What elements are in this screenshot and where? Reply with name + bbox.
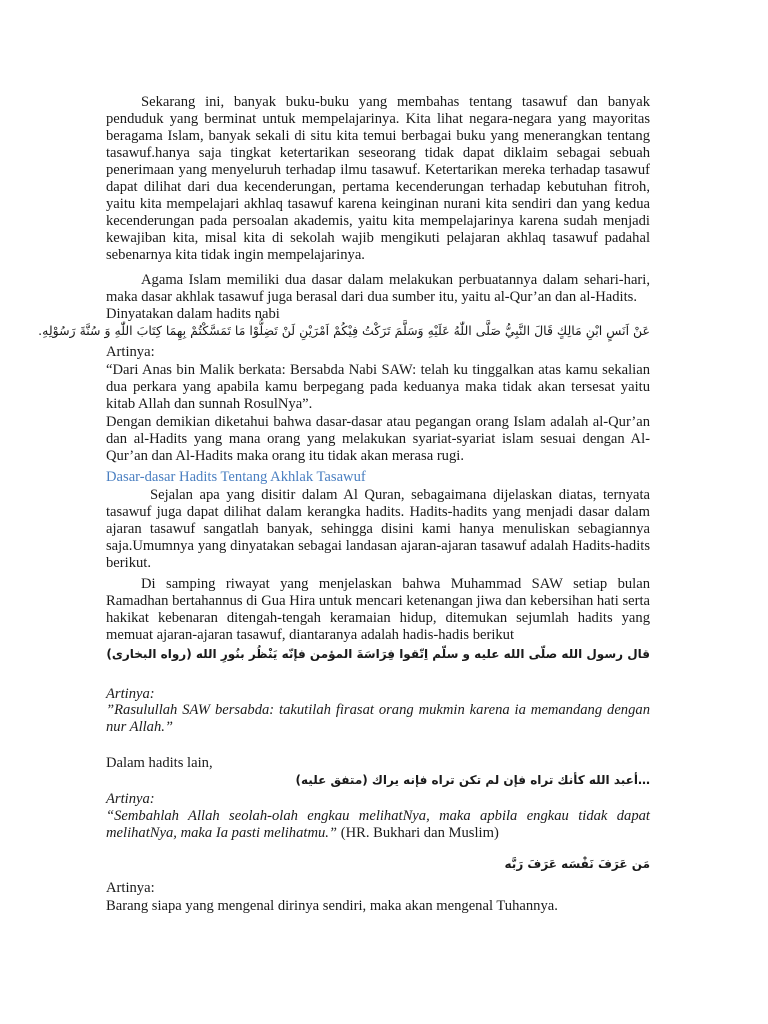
- arabic-hadits-3: …أعبد الله كأنك تراه فإن لم تكن تراه فإنه يراك (متفق عليه): [295, 773, 650, 787]
- artinya-text-4: Barang siapa yang mengenal dirinya sendiri, maka akan mengenal Tuhannya.: [106, 898, 558, 914]
- artinya-label-4: Artinya:: [106, 880, 155, 896]
- dalam-hadits-lain: Dalam hadits lain,: [106, 755, 213, 771]
- artinya-label-1: Artinya:: [106, 344, 155, 360]
- artinya-text-1: “Dari Anas bin Malik berkata: Bersabda Nabi SAW: telah ku tinggalkan atas kamu sekalian dua perkara yang apabila kamu berpegang pada keduanya maka tidak akan tersesat yaitu kitab Allah dan sunnah RosulNya”.: [106, 362, 650, 412]
- artinya-text-3: [106, 808, 650, 842]
- artinya-label-3: Artinya:: [106, 791, 155, 807]
- paragraph-riwayat: Di samping riwayat yang menjelaskan bahwa Muhammad SAW setiap bulan Ramadhan bertahannus di Gua Hira untuk mencari ketenangan jiwa dan kebersihan hati serta hakikat kebenaran ditengah-tengah keramaian hidup, ditemukan sejumlah hadits yang memuat ajaran-ajaran tasawuf, diantaranya adalah hadis-hadis berikut: [106, 576, 650, 643]
- arabic-hadits-1: عَنْ اَنَسٍ ابْنِ مَالِكٍ قَالَ النَّبِيُّ صَلَّى اللّٰهُ عَلَيْهِ وَسَلَّمَ تَرَكْتُ فِيْكُمْ اَمْرَيْنِ لَنْ تَضِلُّوْا مَا تَمَسَّكْتُمْ بِهِمَا كِتَابَ اللّٰهِ وَ سُنَّةَ رَسُوْلِهِ.: [38, 323, 650, 338]
- paragraph-intro: Sekarang ini, banyak buku-buku yang membahas tentang tasawuf dan banyak penduduk yang berminat untuk mempelajarinya. Kita lihat negara-negara yang mayoritas beragama Islam, banyak sekali di situ kita temui berbagai buku yang menerangkan tentang tasawuf.hanya saja tingkat ketertarikan seseorang tidak dapat diklaim sebagai sebuah penerimaan yang menyeluruh terhadap ilmu tasawuf. Ketertarikan mereka terhadap tasawuf dapat dilihat dari dua kecenderungan, pertama kecenderungan terhadap kebutuhan fitroh, yaitu kita mempelajari akhlaq tasawuf karena keinginan nurani kita sendiri dan yang kedua kecenderungan pada persoalan akademis, yaitu kita mempelajarinya karena sudah menjadi kewajiban kita, misal kita di sekolah wajib mengikuti pelajaran akhlaq tasawuf padahal sebenarnya kita tidak ingin mempelajarinya.: [106, 94, 650, 263]
- artinya-text-2: ”Rasulullah SAW bersabda: takutilah firasat orang mukmin karena ia memandang dengan nur Allah.”: [106, 702, 650, 735]
- paragraph-dasar-islam: Agama Islam memiliki dua dasar dalam melakukan perbuatannya dalam sehari-hari, maka dasar akhlak tasawuf juga berasal dari dua sumber itu, yaitu al-Qur’an dan al-Hadits.: [106, 272, 650, 305]
- artinya-label-2: Artinya:: [106, 686, 155, 702]
- section-heading: Dasar-dasar Hadits Tentang Akhlak Tasawuf: [106, 469, 366, 485]
- artinya-quote-3: “Sembahlah Allah seolah-olah engkau melihatNya, maka apbila engkau tidak dapat melihatNya, maka Ia pasti melihatmu.”: [106, 808, 650, 841]
- hadits-intro: Dinyatakan dalam hadits nabi: [106, 306, 280, 322]
- artinya-source-3: (HR. Bukhari dan Muslim): [337, 825, 499, 841]
- paragraph-hadits-dasar: Sejalan apa yang disitir dalam Al Quran, sebagaimana dijelaskan diatas, ternyata tasawuf juga dapat dilihat dalam kerangka hadits. Hadits-hadits yang menjadi dasar dalam ajaran tasawuf sangatlah banyak, sehingga disini kami hanya menuliskan sebagiannya saja.Umumnya yang dinyatakan sebagai landasan ajaran-ajaran tasawuf adalah Hadits-hadits berikut.: [106, 487, 650, 571]
- arabic-hadits-2: قال رسول الله صلّى الله عليه و سلّم اِتّقوا فِرَاسَةَ المؤمن فإنّه يَنْظُر بنُورِ الله (رواه البخارى): [106, 647, 650, 661]
- arabic-hadits-4: مَن عَرَفَ نَفْسَه عَرَفَ رَبَّه: [504, 857, 650, 871]
- paragraph-conclusion: Dengan demikian diketahui bahwa dasar-dasar atau pegangan orang Islam adalah al-Qur’an dan al-Hadits yang mana orang yang melakukan syariat-syariat islam sesuai dengan Al-Qur’an dan Al-Hadits maka orang itu tidak akan merasa rugi.: [106, 414, 650, 464]
